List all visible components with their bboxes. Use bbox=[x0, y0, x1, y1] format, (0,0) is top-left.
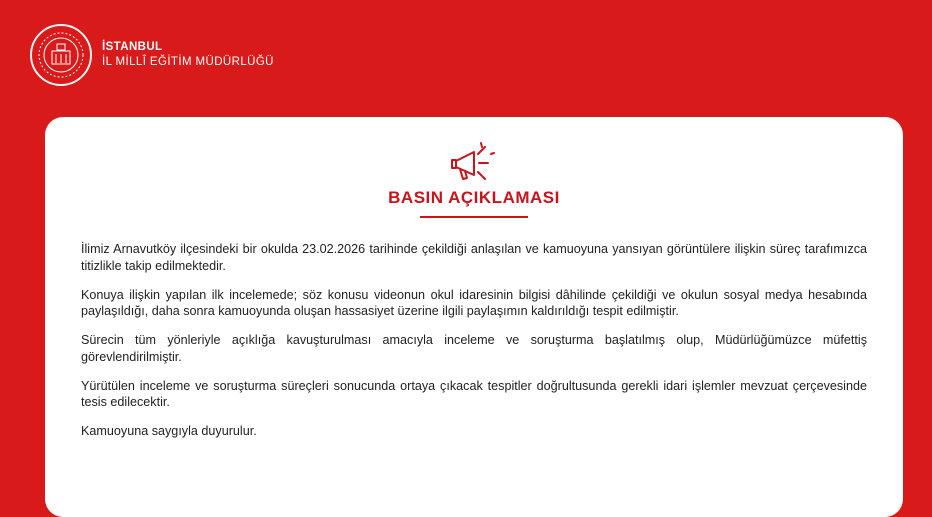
press-release-card bbox=[45, 117, 903, 517]
paragraph-4: Yürütülen inceleme ve soruşturma süreçleri sonucunda ortaya çıkacak tespitler doğrultusunda gerekli idari işlemler mevzuat çerçevesinde tesis edilecektir. bbox=[81, 378, 867, 409]
org-name-line2: İL MİLLÎ EĞİTİM MÜDÜRLÜĞÜ bbox=[102, 56, 274, 68]
ministry-seal-icon bbox=[30, 24, 92, 86]
announcement-body bbox=[81, 241, 867, 452]
megaphone-icon bbox=[448, 139, 498, 185]
header bbox=[30, 24, 274, 86]
page-title: BASIN AÇIKLAMASI bbox=[388, 188, 560, 207]
org-name-line1: İSTANBUL bbox=[102, 41, 163, 53]
paragraph-2: Konuya ilişkin yapılan ilk incelemede; söz konusu videonun okul idaresinin bilgisi dâhilinde çekildiği ve okulun sosyal medya hesabında paylaşıldığı, daha sonra kamuoyunda oluşan hassasiyet üzerine ilgili paylaşımın kaldırıldığı tespit edilmiştir. bbox=[81, 287, 867, 318]
paragraph-3: Sürecin tüm yönleriyle açıklığa kavuşturulması amacıyla inceleme ve soruşturma başlatılmış olup, Müdürlüğümüzce müfettiş görevlendirilmiştir. bbox=[81, 333, 867, 364]
title-underline bbox=[420, 216, 528, 218]
paragraph-1: İlimiz Arnavutköy ilçesindeki bir okulda 23.02.2026 tarihinde çekildiği anlaşılan ve kamuoyuna yansıyan görüntülere ilişkin süreç tarafımızca titizlikle takip edilmektedir. bbox=[81, 242, 867, 273]
org-name bbox=[102, 40, 274, 70]
paragraph-5: Kamuoyuna saygıyla duyurulur. bbox=[81, 424, 257, 438]
